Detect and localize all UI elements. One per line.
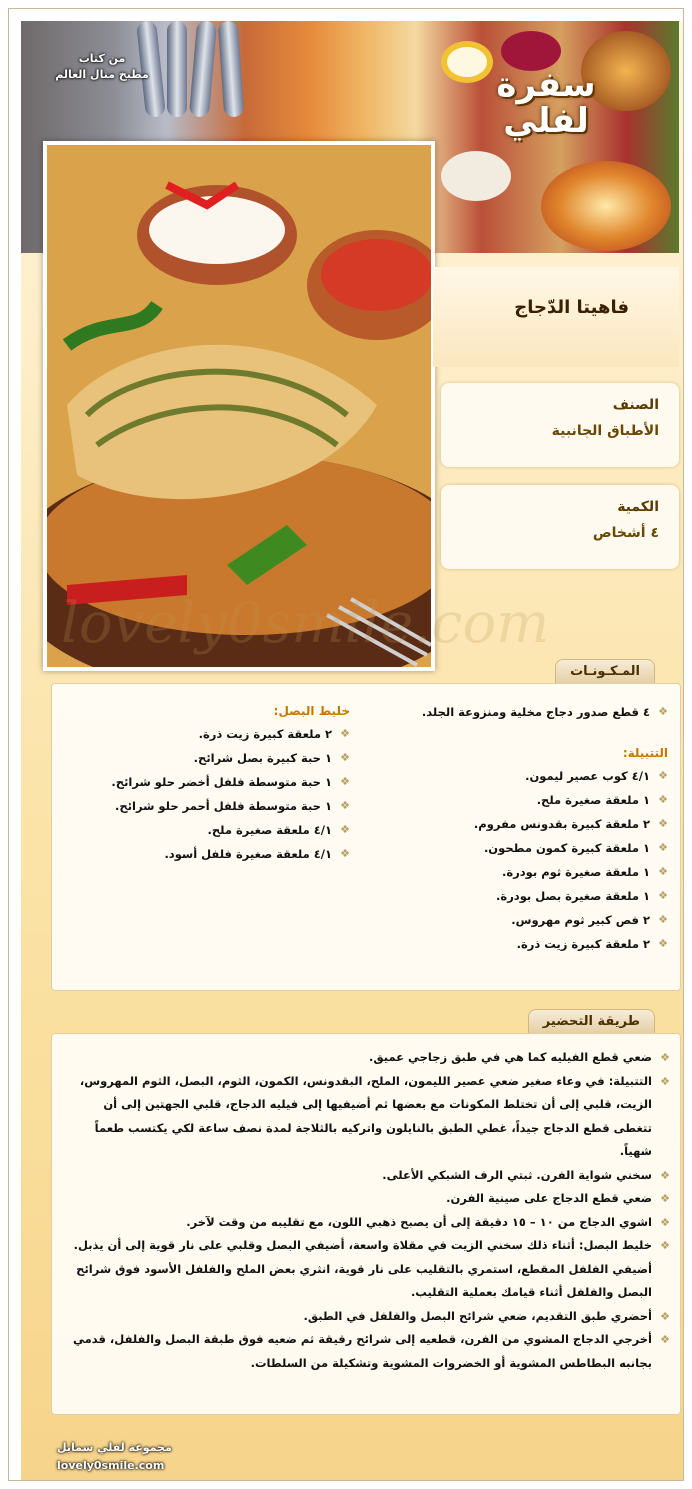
bullet-icon: ❖ bbox=[660, 1051, 670, 1064]
ingredients-header: المـكـونـات bbox=[555, 659, 655, 684]
step-item: ❖ أخرجي الدجاج المشوي من الفرن، قطعيه إلى شرائح رقيقة ثم ضعيه فوق طبقة البصل والفلفل، قدمي بجانبه البطاطس المشوية أو الخضروات المشوية وتشكيلة من السلطات. bbox=[68, 1328, 670, 1375]
bullet-icon: ❖ bbox=[340, 847, 350, 860]
bullet-icon: ❖ bbox=[340, 799, 350, 812]
dish-title: فاهيتا الدّجاج bbox=[514, 297, 629, 318]
bullet-icon: ❖ bbox=[658, 865, 668, 878]
fajita-illustration bbox=[47, 145, 431, 667]
bullet-icon: ❖ bbox=[658, 841, 668, 854]
quantity-value: ٤ أشخاص bbox=[592, 525, 659, 541]
bullet-icon: ❖ bbox=[660, 1168, 670, 1182]
bullet-icon: ❖ bbox=[658, 817, 668, 830]
fish-image bbox=[189, 21, 217, 118]
book-label-line1: من كتاب bbox=[78, 52, 126, 65]
bullet-icon: ❖ bbox=[340, 823, 350, 836]
list-item: ❖ ١ ملعقة كبيرة كمون مطحون. bbox=[368, 836, 668, 860]
bullet-icon: ❖ bbox=[660, 1309, 670, 1323]
bullet-icon: ❖ bbox=[340, 775, 350, 788]
logo-line1: سفرة bbox=[496, 65, 596, 105]
book-source-label bbox=[43, 51, 161, 83]
book-label-line2: مطبخ منال العالم bbox=[55, 68, 149, 81]
category-value: الأطباق الجانبية bbox=[551, 423, 659, 439]
ingredients-main-column bbox=[368, 700, 668, 956]
bullet-icon: ❖ bbox=[658, 705, 668, 718]
bullet-icon: ❖ bbox=[660, 1333, 670, 1346]
fish-image bbox=[218, 21, 245, 118]
fish-image bbox=[167, 21, 187, 117]
bullet-icon: ❖ bbox=[660, 1215, 670, 1229]
step-item: ❖ أحضري طبق التقديم، ضعي شرائح البصل والفلفل في الطبق. bbox=[68, 1305, 670, 1329]
list-item: ❖ ٢ فص كبير ثوم مهروس. bbox=[368, 908, 668, 932]
list-item: ❖ ١ ملعقة صغيرة ملح. bbox=[368, 788, 668, 812]
onion-mix-heading: خليط البصل: bbox=[273, 704, 350, 718]
list-item: ❖ ٤/١ ملعقة صغيرة ملح. bbox=[60, 818, 350, 842]
bullet-icon: ❖ bbox=[660, 1239, 670, 1252]
step-item: ❖ اشوي الدجاج من ١٠ – ١٥ دقيقة إلى أن يصبح ذهبي اللون، مع تقليبه من وقت لآخر. bbox=[68, 1211, 670, 1235]
bullet-icon: ❖ bbox=[340, 727, 350, 740]
list-item: ❖ ٢ ملعقة كبيرة بقدونس مفروم. bbox=[368, 812, 668, 836]
step-item: ❖ ضعي قطع الدجاج على صينية الفرن. bbox=[68, 1187, 670, 1211]
preparation-steps bbox=[68, 1046, 670, 1375]
footer-site[interactable]: lovely0smile.com bbox=[57, 1459, 165, 1472]
logo-line2: لفلي bbox=[503, 101, 589, 141]
main-ingredient-list bbox=[368, 700, 668, 724]
step-item: ❖ ضعي قطع الفيليه كما هي في طبق زجاجي عميق. bbox=[68, 1046, 670, 1070]
bullet-icon: ❖ bbox=[658, 913, 668, 926]
eggs-image bbox=[441, 151, 511, 201]
pizza-image bbox=[541, 161, 671, 251]
bullet-icon: ❖ bbox=[658, 889, 668, 902]
bullet-icon: ❖ bbox=[660, 1074, 670, 1088]
bullet-icon: ❖ bbox=[658, 769, 668, 782]
marinade-heading: التتبيلة: bbox=[622, 746, 668, 760]
list-item: ❖ ١ حبة متوسطة فلفل أحمر حلو شرائح. bbox=[60, 794, 350, 818]
page-frame bbox=[8, 8, 684, 1481]
quantity-label: الكمية bbox=[617, 499, 659, 515]
list-item: ❖ ٤/١ كوب عصير ليمون. bbox=[368, 764, 668, 788]
egg-image bbox=[441, 41, 493, 83]
category-label: الصنف bbox=[612, 397, 659, 413]
preparation-box bbox=[51, 1033, 681, 1415]
bullet-icon: ❖ bbox=[658, 937, 668, 950]
step-item: ❖ خليط البصل: أثناء ذلك سخني الزيت في مقلاة واسعة، أضيفي البصل وقلبي على نار قوية إلى أن يذبل. أضيفي الفلفل المقطع، استمري بالتقليب على نار قوية، انثري بعض الملح والفلفل الأسود فوق شرائح البصل والفلفل أثناء قيامك بعملية التقليب. bbox=[68, 1234, 670, 1305]
bullet-icon: ❖ bbox=[658, 793, 668, 806]
list-item: ❖ ٢ ملعقة كبيرة زيت ذرة. bbox=[60, 722, 350, 746]
onion-mix-column bbox=[60, 700, 350, 866]
bullet-icon: ❖ bbox=[340, 751, 350, 764]
title-bar bbox=[433, 267, 679, 367]
category-box bbox=[441, 383, 679, 467]
marinade-list bbox=[368, 764, 668, 956]
step-item: ❖ سخني شواية الفرن. ثبتي الرف الشبكي الأعلى. bbox=[68, 1164, 670, 1188]
list-item: ❖ ١ ملعقة صغيرة بصل بودرة. bbox=[368, 884, 668, 908]
quantity-box bbox=[441, 485, 679, 569]
footer-group-name: مجموعة لفلي سمايل bbox=[57, 1441, 172, 1454]
list-item: ❖ ١ حبة متوسطة فلفل أخضر حلو شرائح. bbox=[60, 770, 350, 794]
preparation-header: طريقة التحضير bbox=[528, 1009, 655, 1034]
list-item: ❖ ١ حبة كبيرة بصل شرائح. bbox=[60, 746, 350, 770]
list-item: ❖ ٢ ملعقة كبيرة زيت ذرة. bbox=[368, 932, 668, 956]
list-item: ❖ ٤ قطع صدور دجاج مخلية ومنزوعة الجلد. bbox=[368, 700, 668, 724]
watermark: lovely0smile.com bbox=[61, 591, 550, 656]
recipe-page bbox=[21, 21, 684, 1481]
step-item: ❖ التتبيلة: في وعاء صغير ضعي عصير الليمون، الملح، البقدونس، الكمون، الثوم، البصل، الثوم المهروس، الزيت، قلبي إلى أن تختلط المكونات مع بعضها ثم أضيفيها إلى فيليه الدجاج، قلبي الجهتين إلى أن تتغطى قطع الدجاج جيداً، غطي الطبق بالنايلون واتركيه بالثلاجة لمدة نصف ساعة لكي يكتسب طعماً شهياً. bbox=[68, 1070, 670, 1164]
site-logo bbox=[491, 67, 601, 139]
footer-branding bbox=[57, 1439, 172, 1475]
ingredients-box bbox=[51, 683, 681, 991]
list-item: ❖ ٤/١ ملعقة صغيرة فلفل أسود. bbox=[60, 842, 350, 866]
onion-mix-list bbox=[60, 722, 350, 866]
list-item: ❖ ١ ملعقة صغيرة ثوم بودرة. bbox=[368, 860, 668, 884]
bullet-icon: ❖ bbox=[660, 1192, 670, 1205]
